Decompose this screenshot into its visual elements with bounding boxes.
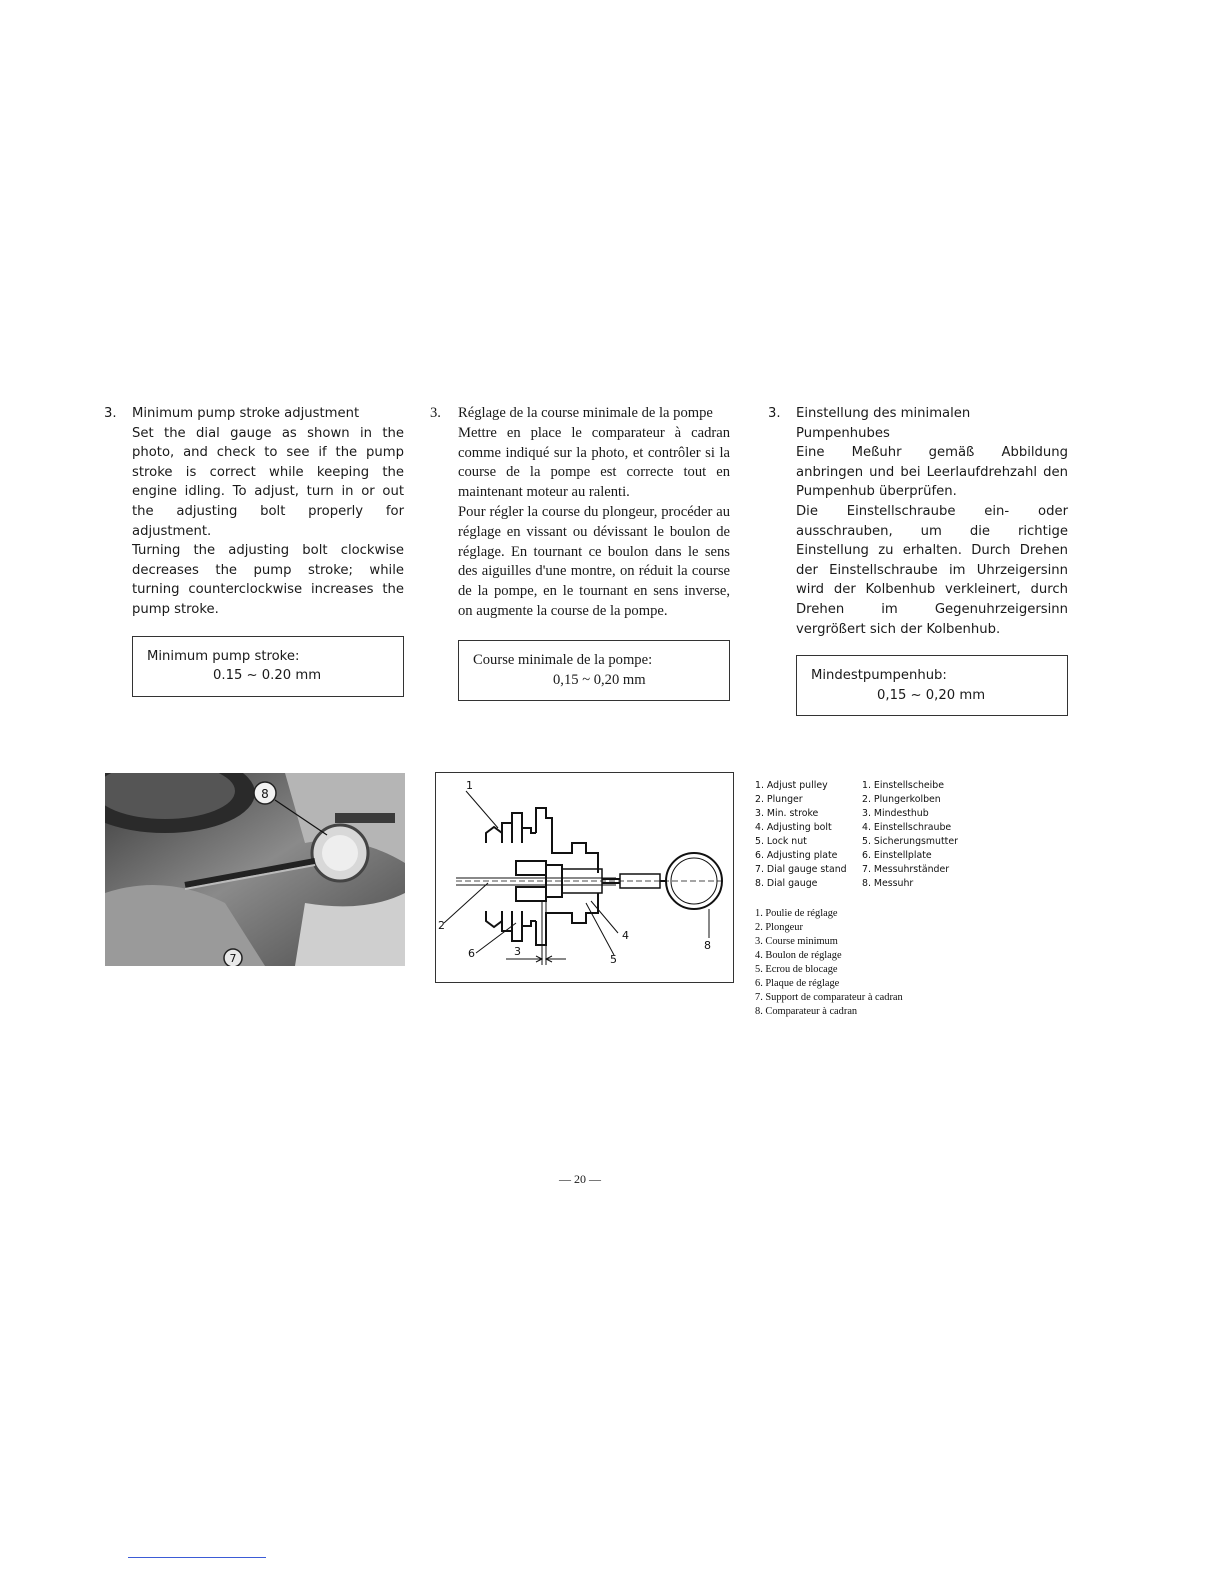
- legend-item: 2. Plongeur: [755, 922, 803, 933]
- legend-item: 7. Dial gauge stand: [755, 864, 847, 875]
- english-column: [104, 404, 404, 697]
- legend-item: 1. Adjust pulley: [755, 780, 828, 791]
- legend-item: 6. Adjusting plate: [755, 850, 838, 861]
- diagram-callout-2: 2: [438, 919, 445, 932]
- pump-stroke-diagram-drawing: [436, 773, 733, 982]
- legend-item: 4. Adjusting bolt: [755, 822, 832, 833]
- french-paragraph: Mettre en place le comparateur à cadran comme indiqué sur la photo, et contrôler si la course de la pompe est correcte tout en maintenant moteur au ralenti.: [458, 424, 730, 501]
- legend-item: 6. Einstellplate: [862, 850, 932, 861]
- french-spec-label: Course minimale de la pompe:: [473, 651, 653, 668]
- legend-item: 8. Dial gauge: [755, 878, 818, 889]
- legend-item: 5. Sicherungsmutter: [862, 836, 958, 847]
- photo-callout-7-text: 7: [229, 952, 237, 965]
- german-item-body: [796, 404, 1068, 716]
- legend-item: 3. Min. stroke: [755, 808, 819, 819]
- german-item-number: 3.: [768, 406, 781, 421]
- legend-item: 8. Comparateur à cadran: [755, 1006, 858, 1017]
- legend-item: 3. Course minimum: [755, 936, 838, 947]
- page-number: — 20 —: [559, 1172, 601, 1186]
- english-paragraph: Turning the adjusting bolt clockwise decreases the pump stroke; while turning counterclockwise increases the pump stroke.: [132, 543, 404, 617]
- legend-english: [755, 779, 865, 891]
- legend-item: 2. Plunger: [755, 794, 803, 805]
- english-item-number: 3.: [104, 406, 117, 421]
- pump-stroke-diagram: [435, 772, 734, 983]
- german-spec-box: [796, 655, 1068, 716]
- legend-item: 7. Support de comparateur à cadran: [755, 992, 903, 1003]
- english-heading: Minimum pump stroke adjustment: [132, 406, 360, 421]
- legend-item: 7. Messuhrständer: [862, 864, 950, 875]
- german-paragraph: Die Einstellschraube ein- oder ausschrauben, um die richtige Einstellung zu erhalten. Durch Drehen der Einstellschraube im Uhrzeigersinn wird der Kolbenhub verkleinert, durch Drehen im Gegenuhrzeigersinn vergrößert sich der Kolbenhub.: [796, 503, 1068, 637]
- legend-item: 1. Einstellscheibe: [862, 780, 945, 791]
- legend-item: 6. Plaque de réglage: [755, 978, 840, 989]
- french-heading: Réglage de la course minimale de la pompe: [458, 405, 713, 421]
- french-item: [430, 404, 730, 701]
- german-heading: Einstellung des minimalen Pumpenhubes: [796, 406, 971, 441]
- english-item: [104, 404, 404, 697]
- german-item: [768, 404, 1068, 716]
- english-spec-box: [132, 636, 404, 697]
- german-spec-label: Mindestpumpenhub:: [811, 668, 947, 684]
- french-item-body: [458, 404, 730, 701]
- engine-photo: [105, 773, 405, 966]
- english-item-body: [132, 404, 404, 697]
- french-column: [430, 404, 730, 701]
- legend-item: 8. Messuhr: [862, 878, 914, 889]
- diagram-callout-1: 1: [466, 779, 473, 792]
- legend-item: 1. Poulie de réglage: [755, 908, 838, 919]
- engine-photo-image: [105, 773, 405, 966]
- legend-item: 2. Plungerkolben: [862, 794, 941, 805]
- french-spec-box: [458, 640, 730, 702]
- diagram-callout-5: 5: [610, 953, 617, 966]
- diagram-callout-4: 4: [622, 929, 629, 942]
- legend-french: [755, 907, 975, 1019]
- diagram-callout-6: 6: [468, 947, 475, 960]
- german-paragraph: Eine Meßuhr gemäß Abbildung anbringen und bei Leerlaufdrehzahl den Pumpenhub überprüfen.: [796, 445, 1068, 500]
- diagram-callout-8: 8: [704, 939, 711, 952]
- french-spec-value: 0,15 ~ 0,20 mm: [553, 671, 646, 688]
- legend-item: 5. Lock nut: [755, 836, 807, 847]
- english-spec-label: Minimum pump stroke:: [147, 648, 300, 664]
- legend-item: 3. Mindesthub: [862, 808, 929, 819]
- german-spec-value: 0,15 ~ 0,20 mm: [877, 687, 986, 703]
- legend-german: [862, 779, 982, 891]
- english-paragraph: Set the dial gauge as shown in the photo, and check to see if the pump stroke is correct while keeping the engine idling. To adjust, turn in or out the adjusting bolt properly for adjustment.: [132, 425, 404, 539]
- legend-item: 5. Ecrou de blocage: [755, 964, 838, 975]
- legend-item: 4. Boulon de réglage: [755, 950, 842, 961]
- photo-callout-8-text: 8: [261, 787, 269, 801]
- french-item-number: 3.: [430, 405, 441, 421]
- german-column: [768, 404, 1068, 716]
- footer-rule: [128, 1557, 266, 1558]
- diagram-callout-3: 3: [514, 945, 521, 958]
- legend-item: 4. Einstellschraube: [862, 822, 952, 833]
- french-paragraph: Pour régler la course du plongeur, procéder au réglage en vissant ou dévissant le boulon de réglage. En tournant ce boulon dans le sens des aiguilles d'une montre, on réduit la course de la pompe, en le tournant en sens inverse, on augmente la course de la pompe.: [458, 503, 730, 619]
- english-spec-value: 0.15 ~ 0.20 mm: [213, 668, 322, 684]
